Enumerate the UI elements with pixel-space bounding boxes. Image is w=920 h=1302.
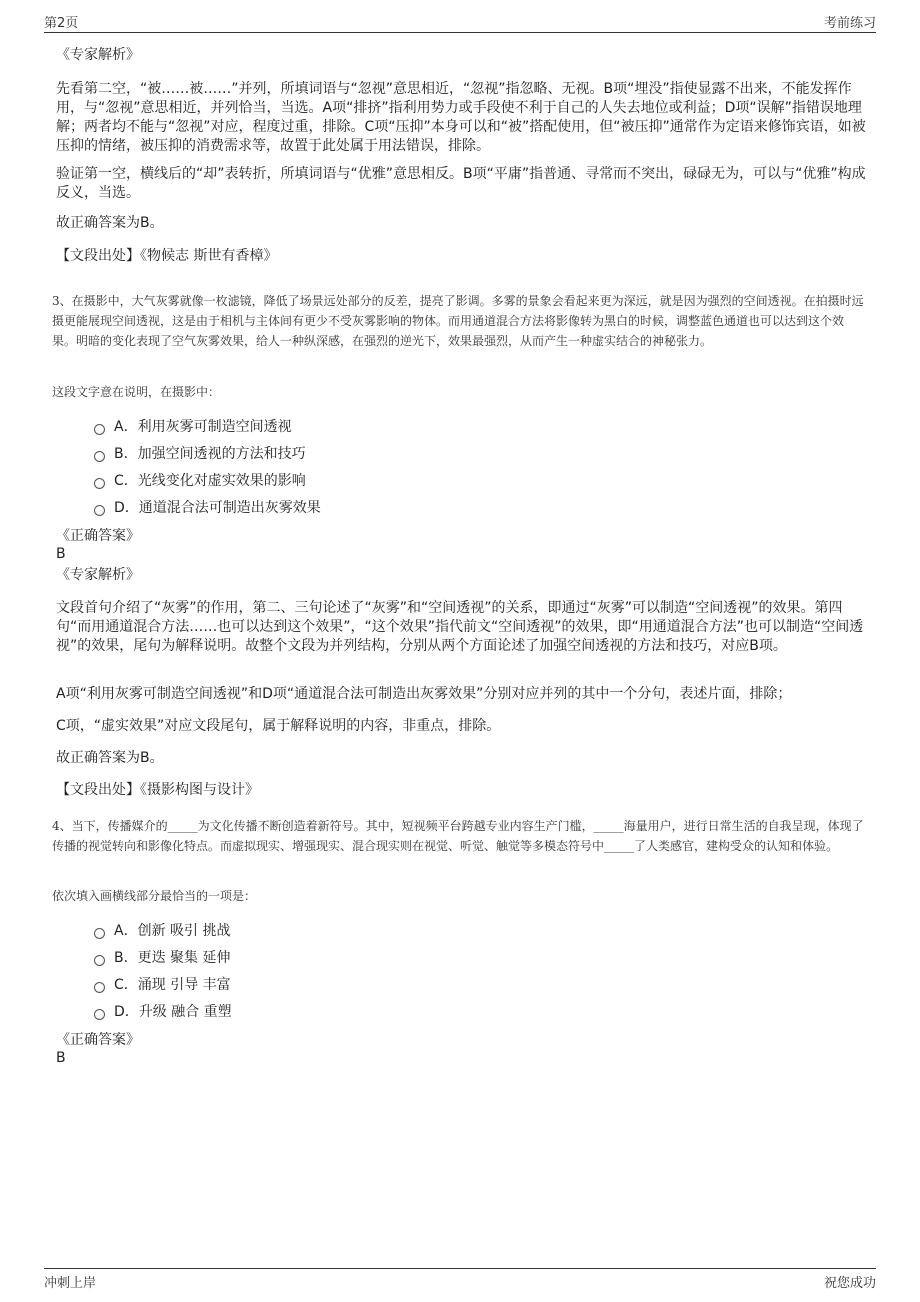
option-a[interactable] bbox=[94, 922, 230, 940]
analysis-paragraph: 文段首句介绍了“灰雾”的作用，第二、三句论述了“灰雾”和“空间透视”的关系，即通过“灰雾”可以制造“空间透视”的效果。第四句“而用通道混合方法……也可以达到这个效果”，“这个效果”指代前文“空间透视”的效果，即“用通道混合方法”也可以制造“空间透视”的效果，尾句为解释说明。故整个文段为并列结构，分别从两个方面论述了加强空间透视的方法和技巧，对应B项。 bbox=[56, 600, 864, 654]
radio-icon[interactable] bbox=[94, 505, 105, 516]
option-d[interactable] bbox=[94, 499, 321, 517]
page-footer bbox=[44, 1268, 876, 1294]
option-b[interactable] bbox=[94, 445, 306, 463]
radio-icon[interactable] bbox=[94, 451, 105, 462]
question-stem: 4、当下，传播媒介的_____为文化传播不断创造着新符号。其中，短视频平台跨越专业内容生产门槛，_____海量用户，进行日常生活的自我呈现，体现了传播的视觉转向和影像化特点。而虚拟现实、增强现实、混合现实则在视觉、听觉、触觉等多模态符号中_____了人类感官，建构受众的认知和体验。 bbox=[52, 819, 864, 853]
option-label: D．通道混合法可制造出灰雾效果 bbox=[114, 500, 321, 516]
option-label: C．涌现 引导 丰富 bbox=[114, 977, 231, 993]
option-c[interactable] bbox=[94, 976, 231, 994]
footer-right: 祝您成功 bbox=[823, 1276, 876, 1291]
radio-icon[interactable] bbox=[94, 928, 105, 939]
radio-icon[interactable] bbox=[94, 478, 105, 489]
radio-icon[interactable] bbox=[94, 982, 105, 993]
option-label: A．创新 吸引 挑战 bbox=[114, 923, 231, 939]
question-stem: 3、在摄影中，大气灰雾就像一枚滤镜，降低了场景远处部分的反差，提亮了影调。多雾的景象会看起来更为深远，就是因为强烈的空间透视。在拍摄时远摄更能展现空间透视，这是由于相机与主体间有更少不受灰雾影响的物体。而用通道混合方法将影像转为黑白的时候，调整蓝色通道也可以达到这个效果。明暗的变化表现了空气灰雾效果，给人一种纵深感，在强烈的逆光下，效果最强烈，从而产生一种虚实结合的神秘张力。 bbox=[52, 294, 864, 348]
expert-analysis-label: 《专家解析》 bbox=[56, 47, 140, 63]
radio-icon[interactable] bbox=[94, 955, 105, 966]
footer-left: 冲刺上岸 bbox=[44, 1276, 97, 1291]
conclusion: 故正确答案为B。 bbox=[56, 750, 164, 766]
analysis-paragraph: 验证第一空，横线后的“却”表转折，所填词语与“优雅”意思相反。B项“平庸”指普通、寻常而不突出，碌碌无为，可以与“优雅”构成反义，当选。 bbox=[56, 166, 866, 201]
expert-analysis-label: 《专家解析》 bbox=[56, 567, 140, 583]
radio-icon[interactable] bbox=[94, 424, 105, 435]
analysis-paragraph: A项“利用灰雾可制造空间透视”和D项“通道混合法可制造出灰雾效果”分别对应并列的其中一个分句，表述片面，排除； bbox=[56, 686, 792, 702]
correct-answer: B bbox=[56, 546, 66, 562]
option-label: C．光线变化对虚实效果的影响 bbox=[114, 473, 306, 489]
option-label: D．升级 融合 重塑 bbox=[114, 1004, 232, 1020]
correct-answer: B bbox=[56, 1050, 66, 1066]
header-title: 考前练习 bbox=[823, 16, 876, 31]
question-prompt: 依次填入画横线部分最恰当的一项是： bbox=[52, 889, 257, 903]
source-citation: 【文段出处】《物候志 斯世有香樟》 bbox=[56, 248, 278, 264]
option-c[interactable] bbox=[94, 472, 306, 490]
option-d[interactable] bbox=[94, 1003, 232, 1021]
conclusion: 故正确答案为B。 bbox=[56, 215, 164, 231]
radio-icon[interactable] bbox=[94, 1009, 105, 1020]
option-label: A．利用灰雾可制造空间透视 bbox=[114, 419, 292, 435]
option-a[interactable] bbox=[94, 418, 292, 436]
question-prompt: 这段文字意在说明，在摄影中： bbox=[52, 385, 221, 399]
analysis-paragraph: C项，“虚实效果”对应文段尾句，属于解释说明的内容，非重点，排除。 bbox=[56, 718, 501, 734]
correct-answer-label: 《正确答案》 bbox=[56, 528, 140, 544]
analysis-paragraph: 先看第二空，“被……被……”并列，所填词语与“忽视”意思相近，“忽视”指忽略、无视。B项“埋没”指使显露不出来，不能发挥作用，与“忽视”意思相近，并列恰当，当选。A项“排挤”指利用势力或手段使不利于自己的人失去地位或利益；D项“误解”指错误地理解；两者均不能与“忽视”对应，程度过重，排除。C项“压抑”本身可以和“被”搭配使用，但“被压抑”通常作为定语来修饰宾语，如被压抑的情绪，被压抑的消费需求等，故置于此处属于用法错误，排除。 bbox=[56, 81, 866, 154]
option-b[interactable] bbox=[94, 949, 231, 967]
page-number: 第2页 bbox=[44, 16, 79, 31]
correct-answer-label: 《正确答案》 bbox=[56, 1032, 140, 1048]
page-header bbox=[44, 12, 876, 33]
option-label: B．更迭 聚集 延伸 bbox=[114, 950, 231, 966]
option-label: B．加强空间透视的方法和技巧 bbox=[114, 446, 306, 462]
source-citation: 【文段出处】《摄影构图与设计》 bbox=[56, 782, 259, 798]
